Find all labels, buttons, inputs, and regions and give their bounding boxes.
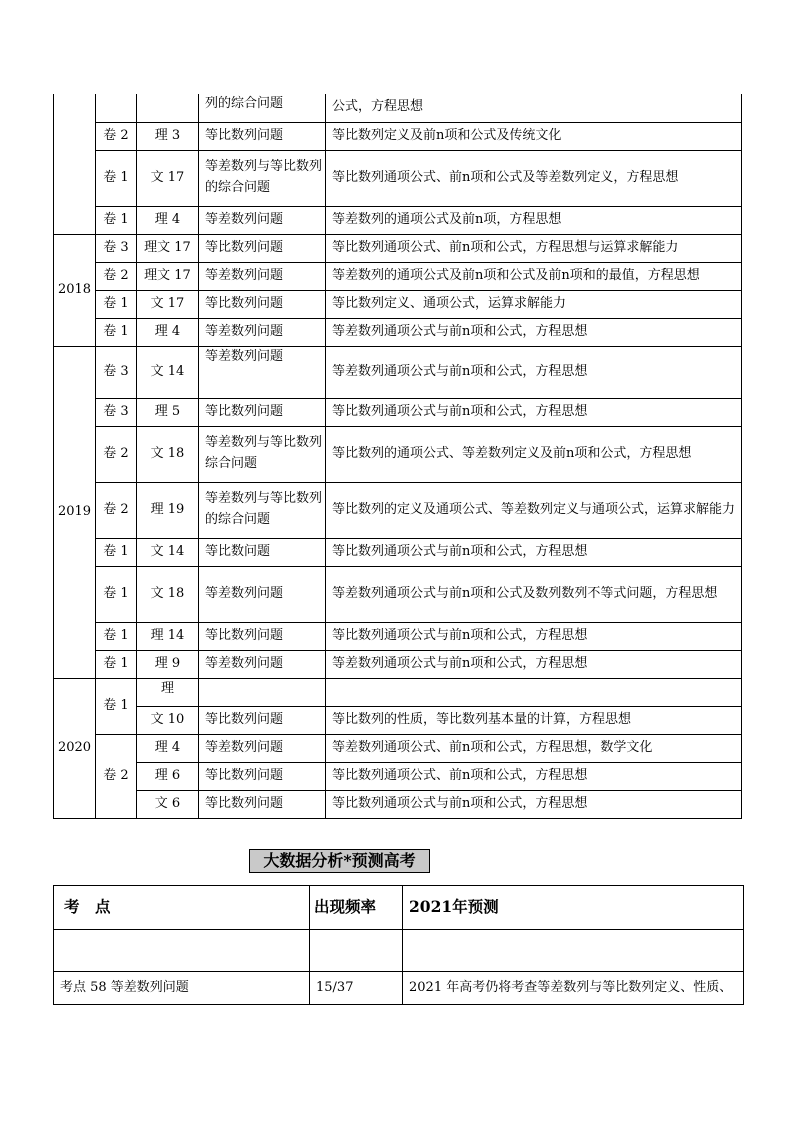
forecast-table bbox=[53, 885, 744, 1005]
point-cell: 考点 58 等差数列问题 bbox=[54, 972, 310, 1005]
header-freq: 出现频率 bbox=[310, 886, 403, 930]
table-row: 卷 2 文 18 等差数列与等比数列综合问题 等比数列的通项公式、等差数列定义及前n项和公式，方程思想 bbox=[54, 426, 742, 482]
forecast-cell: 2021 年高考仍将考查等差数列与等比数列定义、性质、 bbox=[403, 972, 744, 1005]
table-row: 卷 2 理 19 等差数列与等比数列的综合问题 等比数列的定义及通项公式、等差数列定义与通项公式，运算求解能力 bbox=[54, 482, 742, 538]
table-row: 卷 1 文 18 等差数列问题 等差数列通项公式与前n项和公式及数列数列不等式问题，方程思想 bbox=[54, 566, 742, 622]
table-row: 卷 1 文 14 等比数问题 等比数列通项公式与前n项和公式，方程思想 bbox=[54, 538, 742, 566]
year-cell bbox=[54, 94, 96, 234]
exam-topic-table bbox=[53, 94, 742, 819]
table-row: 卷 1 理 9 等差数列问题 等差数列通项公式与前n项和公式，方程思想 bbox=[54, 650, 742, 678]
table-row: 理 6 等比数列问题 等比数列通项公式、前n项和公式，方程思想 bbox=[54, 762, 742, 790]
table-row: 卷 2 理文 17 等差数列问题 等差数列的通项公式及前n项和公式及前n项和的最值，方程思想 bbox=[54, 262, 742, 290]
header-row bbox=[54, 886, 744, 930]
table-row: 卷 2 理 4 等差数列问题 等差数列通项公式、前n项和公式，方程思想，数学文化 bbox=[54, 734, 742, 762]
table-row: 2018 卷 3 理文 17 等比数列问题 等比数列通项公式、前n项和公式，方程思想与运算求解能力 bbox=[54, 234, 742, 262]
year-cell: 2018 bbox=[54, 234, 96, 346]
table-row: 卷 1 理 4 等差数列问题 等差数列的通项公式及前n项，方程思想 bbox=[54, 206, 742, 234]
table-row: 卷 1 理 4 等差数列问题 等差数列通项公式与前n项和公式，方程思想 bbox=[54, 318, 742, 346]
table-row: 卷 1 文 17 等差数列与等比数列的综合问题 等比数列通项公式、前n项和公式及等差数列定义，方程思想 bbox=[54, 150, 742, 206]
table-row: 卷 3 理 5 等比数列问题 等比数列通项公式与前n项和公式，方程思想 bbox=[54, 398, 742, 426]
table-row bbox=[54, 972, 744, 1005]
table-row: 卷 1 理 14 等比数列问题 等比数列通项公式与前n项和公式，方程思想 bbox=[54, 622, 742, 650]
table-row: 文 10 等比数列问题 等比数列的性质，等比数列基本量的计算，方程思想 bbox=[54, 706, 742, 734]
table-row: 卷 1 文 17 等比数列问题 等比数列定义、通项公式，运算求解能力 bbox=[54, 290, 742, 318]
year-cell: 2020 bbox=[54, 678, 96, 818]
year-cell: 2019 bbox=[54, 346, 96, 678]
empty-row bbox=[54, 930, 744, 972]
section-heading: 大数据分析*预测高考 bbox=[249, 849, 430, 873]
header-point: 考 点 bbox=[54, 886, 310, 930]
table-row: 文 6 等比数列问题 等比数列通项公式与前n项和公式，方程思想 bbox=[54, 790, 742, 818]
freq-cell: 15/37 bbox=[310, 972, 403, 1005]
table-row: 列的综合问题 公式，方程思想 bbox=[54, 94, 742, 122]
table-row: 卷 2 理 3 等比数列问题 等比数列定义及前n项和公式及传统文化 bbox=[54, 122, 742, 150]
table-row: 2020 卷 1 理 bbox=[54, 678, 742, 706]
table-row: 2019 卷 3 文 14 等差数列问题 等差数列通项公式与前n项和公式，方程思想 bbox=[54, 346, 742, 398]
header-forecast: 2021年预测 bbox=[403, 886, 744, 930]
